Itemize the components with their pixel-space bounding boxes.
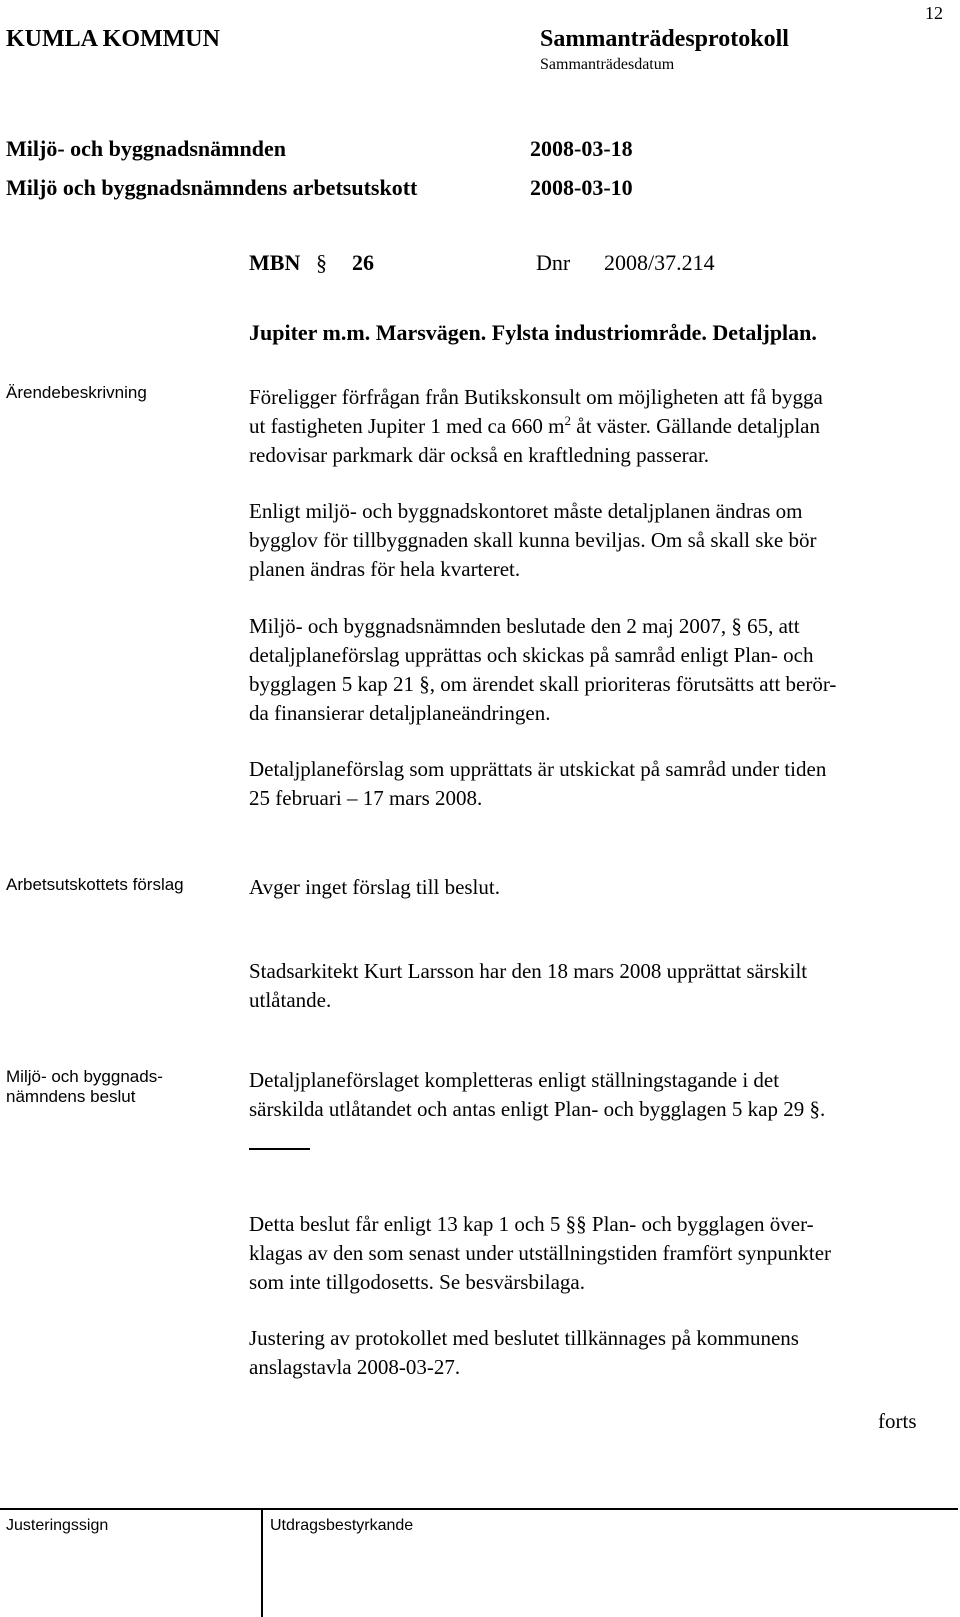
case-mbn: MBN	[249, 250, 301, 275]
label-arbetsutskottets-forslag: Arbetsutskottets förslag	[6, 875, 184, 894]
text-line: särskilda utlåtandet och antas enligt Plan- och bygglagen 5 kap 29 §.	[249, 1097, 826, 1121]
subcommittee-date: 2008-03-10	[530, 175, 633, 200]
text-line: bygglov för tillbyggnaden skall kunna beviljas. Om så skall ske bör	[249, 528, 817, 552]
text-fragment: åt väster. Gällande detaljplan	[571, 414, 821, 438]
text-line: anslagstavla 2008-03-27.	[249, 1355, 461, 1379]
dnr-label: Dnr	[536, 250, 571, 275]
text-line	[249, 412, 823, 441]
text-line: planen ändras för hela kvarteret.	[249, 557, 521, 581]
page-number: 12	[925, 3, 943, 23]
paragraph-consultation	[249, 755, 826, 813]
committee-proposal: Avger inget förslag till beslut.	[249, 875, 500, 899]
subcommittee-name: Miljö och byggnadsnämndens arbetsutskott	[6, 175, 418, 200]
text-line: Detta beslut får enligt 13 kap 1 och 5 §§ Plan- och bygglagen över-	[249, 1212, 814, 1236]
dnr-number: 2008/37.214	[604, 250, 715, 275]
paragraph-request	[249, 383, 823, 470]
committee-name: Miljö- och byggnadsnämnden	[6, 136, 286, 161]
paragraph-prior-decision	[249, 612, 836, 728]
footer-utdragsbestyrkande: Utdragsbestyrkande	[270, 1517, 414, 1534]
text-line: bygglagen 5 kap 21 §, om ärendet skall prioriteras förutsätts att berör-	[249, 672, 837, 696]
text-line: som inte tillgodosetts. Se besvärsbilaga.	[249, 1270, 585, 1294]
paragraph-statement	[249, 957, 807, 1015]
document-type: Sammanträdesprotokoll	[540, 26, 789, 52]
continued-marker: forts	[878, 1409, 917, 1433]
decision-underline	[249, 1148, 310, 1150]
text-line: Föreligger förfrågan från Butikskonsult om möjligheten att få bygga	[249, 385, 823, 409]
document-subtype: Sammanträdesdatum	[540, 56, 675, 73]
label-arendebeskrivning: Ärendebeskrivning	[6, 383, 147, 402]
committee-date: 2008-03-18	[530, 136, 633, 161]
paragraph-appeal	[249, 1210, 831, 1297]
text-line: Miljö- och byggnadsnämnden beslutade den 2 maj 2007, § 65, att	[249, 614, 800, 638]
text-line: detaljplaneförslag upprättas och skickas på samråd enligt Plan- och	[249, 643, 814, 667]
text-line: Stadsarkitekt Kurt Larsson har den 18 mars 2008 upprättat särskilt	[249, 959, 808, 983]
text-line: utlåtande.	[249, 988, 332, 1012]
label-namndens-beslut	[6, 1067, 163, 1107]
section-symbol: §	[316, 250, 327, 275]
text-line: 25 februari – 17 mars 2008.	[249, 786, 483, 810]
text-line: Justering av protokollet med beslutet tillkännages på kommunens	[249, 1326, 799, 1350]
municipality-name: KUMLA KOMMUN	[6, 26, 220, 52]
footer-separator	[261, 1510, 263, 1617]
text-line: redovisar parkmark där också en kraftledning passerar.	[249, 443, 710, 467]
case-number: 26	[352, 250, 374, 275]
paragraph-decision	[249, 1066, 825, 1124]
label-line: nämndens beslut	[6, 1087, 136, 1106]
case-title: Jupiter m.m. Marsvägen. Fylsta industriområde. Detaljplan.	[249, 320, 817, 345]
label-line: Miljö- och byggnads-	[6, 1067, 163, 1086]
paragraph-office-opinion	[249, 497, 817, 584]
text-line: Detaljplaneförslag som upprättats är utskickat på samråd under tiden	[249, 757, 827, 781]
text-line: Detaljplaneförslaget kompletteras enligt ställningstagande i det	[249, 1068, 780, 1092]
text-line: da finansierar detaljplaneändringen.	[249, 701, 551, 725]
superscript: 2	[564, 413, 572, 428]
text-line: Enligt miljö- och byggnadskontoret måste detaljplanen ändras om	[249, 499, 803, 523]
footer-line	[0, 1508, 958, 1510]
footer-justeringssign: Justeringssign	[6, 1517, 109, 1534]
paragraph-publication	[249, 1324, 799, 1382]
text-fragment: ut fastigheten Jupiter 1 med ca 660 m	[249, 414, 565, 438]
text-line: klagas av den som senast under utställningstiden framfört synpunkter	[249, 1241, 832, 1265]
